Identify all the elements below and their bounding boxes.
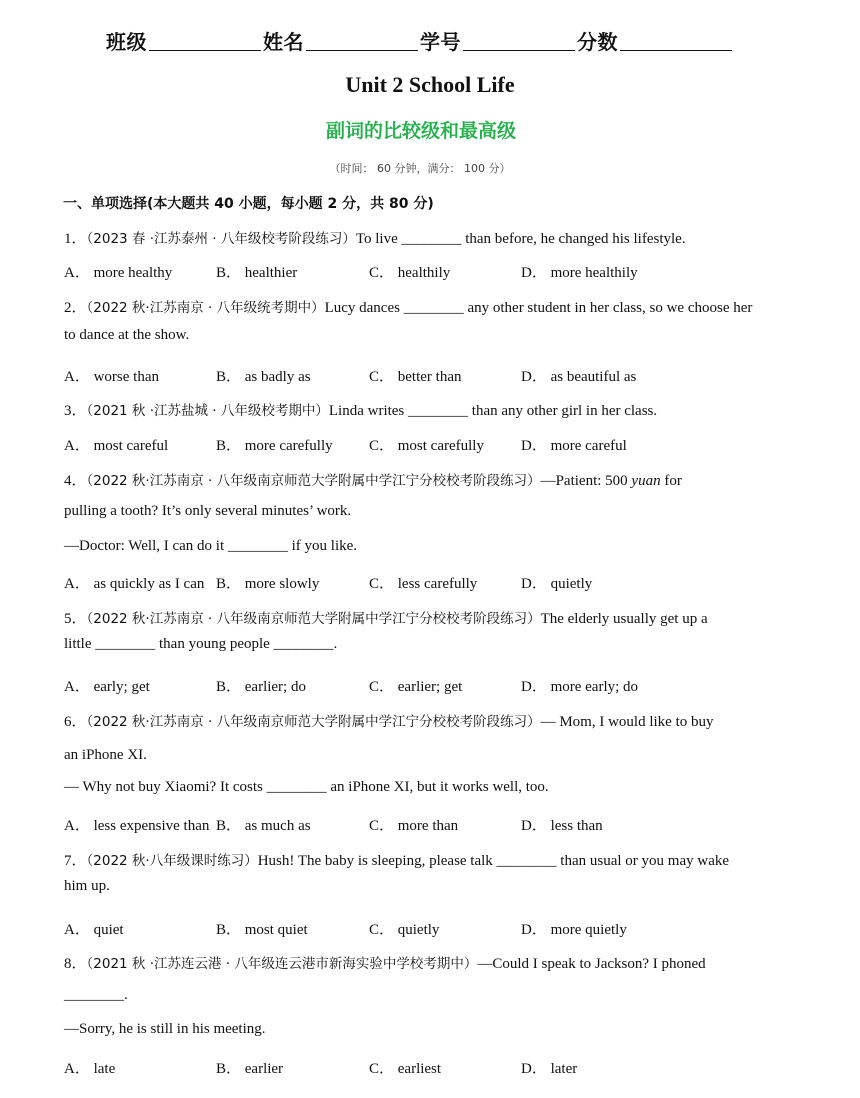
question-8-options (64, 1057, 784, 1077)
question-source: （2022 秋·八年级课时练习） (86, 853, 258, 869)
option-d[interactable]: D． later (521, 1061, 578, 1077)
student-id-label: 学号 (420, 30, 461, 54)
score-label: 分数 (577, 30, 618, 54)
question-5-continuation: little ________ than young people ________. (64, 636, 338, 652)
question-4-continuation-2: —Doctor: Well, I can do it ________ if you like. (64, 538, 358, 554)
page-title: Unit 2 School Life (345, 72, 515, 97)
question-7-options (64, 918, 784, 938)
question-number: 6． (64, 714, 87, 730)
option-a[interactable]: A． worse than (64, 369, 159, 385)
name-label: 姓名 (263, 30, 304, 54)
question-text: —Could I speak to Jackson? I phoned (477, 956, 706, 972)
question-6-options (64, 814, 784, 834)
question-source: （2022 秋·江苏南京 · 八年级统考期中） (86, 300, 325, 316)
option-d[interactable]: D． less than (521, 818, 603, 834)
option-c[interactable]: C． more than (369, 818, 459, 834)
option-b[interactable]: B． most quiet (216, 922, 308, 938)
question-7-stem (64, 849, 729, 870)
question-6-continuation: an iPhone XI. (64, 747, 147, 763)
question-2-stem (64, 296, 752, 317)
option-a[interactable]: A． as quickly as I can (64, 576, 205, 592)
question-5-options (64, 675, 784, 695)
question-number: 3． (64, 403, 87, 419)
option-a[interactable]: A． late (64, 1061, 116, 1077)
question-number: 2． (64, 300, 87, 316)
option-b[interactable]: B． earlier; do (216, 679, 306, 695)
question-number: 8． (64, 956, 87, 972)
option-b[interactable]: B． more carefully (216, 438, 333, 454)
option-d[interactable]: D． quietly (521, 576, 593, 592)
option-a[interactable]: A． early; get (64, 679, 150, 695)
option-c[interactable]: C． earlier; get (369, 679, 463, 695)
class-label: 班级 (106, 30, 147, 54)
question-8-continuation-2: —Sorry, he is still in his meeting. (64, 1021, 266, 1037)
option-b[interactable]: B． more slowly (216, 576, 320, 592)
question-1-options (64, 261, 784, 281)
option-c[interactable]: C． healthily (369, 265, 451, 281)
page-subtitle: 副词的比较级和最高级 (325, 120, 516, 142)
class-blank[interactable] (149, 32, 261, 51)
question-6-stem (64, 710, 714, 731)
option-d[interactable]: D． more careful (521, 438, 627, 454)
question-7-continuation: him up. (64, 878, 110, 894)
question-text: —Patient: 500 (540, 473, 632, 489)
question-source: （2021 秋 ·江苏盐城 · 八年级校考期中） (86, 403, 329, 419)
question-3-options (64, 434, 784, 454)
question-text-italic: yuan (631, 473, 661, 489)
option-c[interactable]: C． earliest (369, 1061, 442, 1077)
question-text: Lucy dances ________ any other student in her class, so we choose her (324, 300, 753, 316)
question-source: （2022 秋·江苏南京 · 八年级南京师范大学附属中学江宁分校校考阶段练习） (86, 611, 541, 627)
question-3-stem (64, 399, 657, 420)
score-blank[interactable] (620, 32, 732, 51)
question-source: （2021 秋 ·江苏连云港 · 八年级连云港市新海实验中学校考期中） (86, 956, 478, 972)
option-c[interactable]: C． quietly (369, 922, 440, 938)
question-source: （2022 秋·江苏南京 · 八年级南京师范大学附属中学江宁分校校考阶段练习） (86, 473, 541, 489)
option-b[interactable]: B． as badly as (216, 369, 311, 385)
option-c[interactable]: C． better than (369, 369, 462, 385)
question-text: The elderly usually get up a (540, 611, 708, 627)
name-blank[interactable] (306, 32, 418, 51)
time-note: （时间： 60 分钟，满分： 100 分） (329, 162, 511, 175)
option-a[interactable]: A． quiet (64, 922, 124, 938)
question-number: 4． (64, 473, 87, 489)
question-text: — Mom, I would like to buy (540, 714, 714, 730)
question-text: Linda writes ________ than any other girl in her class. (328, 403, 658, 419)
question-number: 1． (64, 231, 87, 247)
student-info-header (106, 26, 734, 55)
section-title: 一、单项选择(本大题共 40 小题，每小题 2 分，共 80 分) (63, 196, 434, 212)
option-a[interactable]: A． most careful (64, 438, 169, 454)
student-id-blank[interactable] (463, 32, 575, 51)
question-text: To live ________ than before, he changed his lifestyle. (355, 231, 686, 247)
question-4-continuation: pulling a tooth? It’s only several minutes’ work. (64, 503, 352, 519)
question-1-stem (64, 227, 686, 248)
question-8-continuation: ________. (64, 987, 128, 1003)
question-source: （2022 秋·江苏南京 · 八年级南京师范大学附属中学江宁分校校考阶段练习） (86, 714, 541, 730)
question-text: Hush! The baby is sleeping, please talk ________ than usual or you may wake (257, 853, 730, 869)
option-b[interactable]: B． as much as (216, 818, 311, 834)
question-text: for (660, 473, 682, 489)
question-6-continuation-2: — Why not buy Xiaomi? It costs ________ an iPhone XI, but it works well, too. (64, 779, 549, 795)
question-2-options (64, 365, 784, 385)
option-c[interactable]: C． most carefully (369, 438, 484, 454)
option-d[interactable]: D． more quietly (521, 922, 627, 938)
question-5-stem (64, 607, 708, 628)
question-number: 5． (64, 611, 87, 627)
option-d[interactable]: D． more early; do (521, 679, 639, 695)
option-b[interactable]: B． healthier (216, 265, 298, 281)
option-b[interactable]: B． earlier (216, 1061, 284, 1077)
option-c[interactable]: C． less carefully (369, 576, 478, 592)
question-source: （2023 春 ·江苏泰州 · 八年级校考阶段练习） (86, 231, 356, 247)
option-a[interactable]: A． more healthy (64, 265, 173, 281)
question-4-stem (64, 469, 682, 490)
question-number: 7． (64, 853, 87, 869)
option-a[interactable]: A． less expensive than (64, 818, 210, 834)
option-d[interactable]: D． as beautiful as (521, 369, 637, 385)
question-4-options (64, 572, 784, 592)
question-8-stem (64, 952, 706, 973)
question-2-continuation: to dance at the show. (64, 327, 190, 343)
option-d[interactable]: D． more healthily (521, 265, 638, 281)
